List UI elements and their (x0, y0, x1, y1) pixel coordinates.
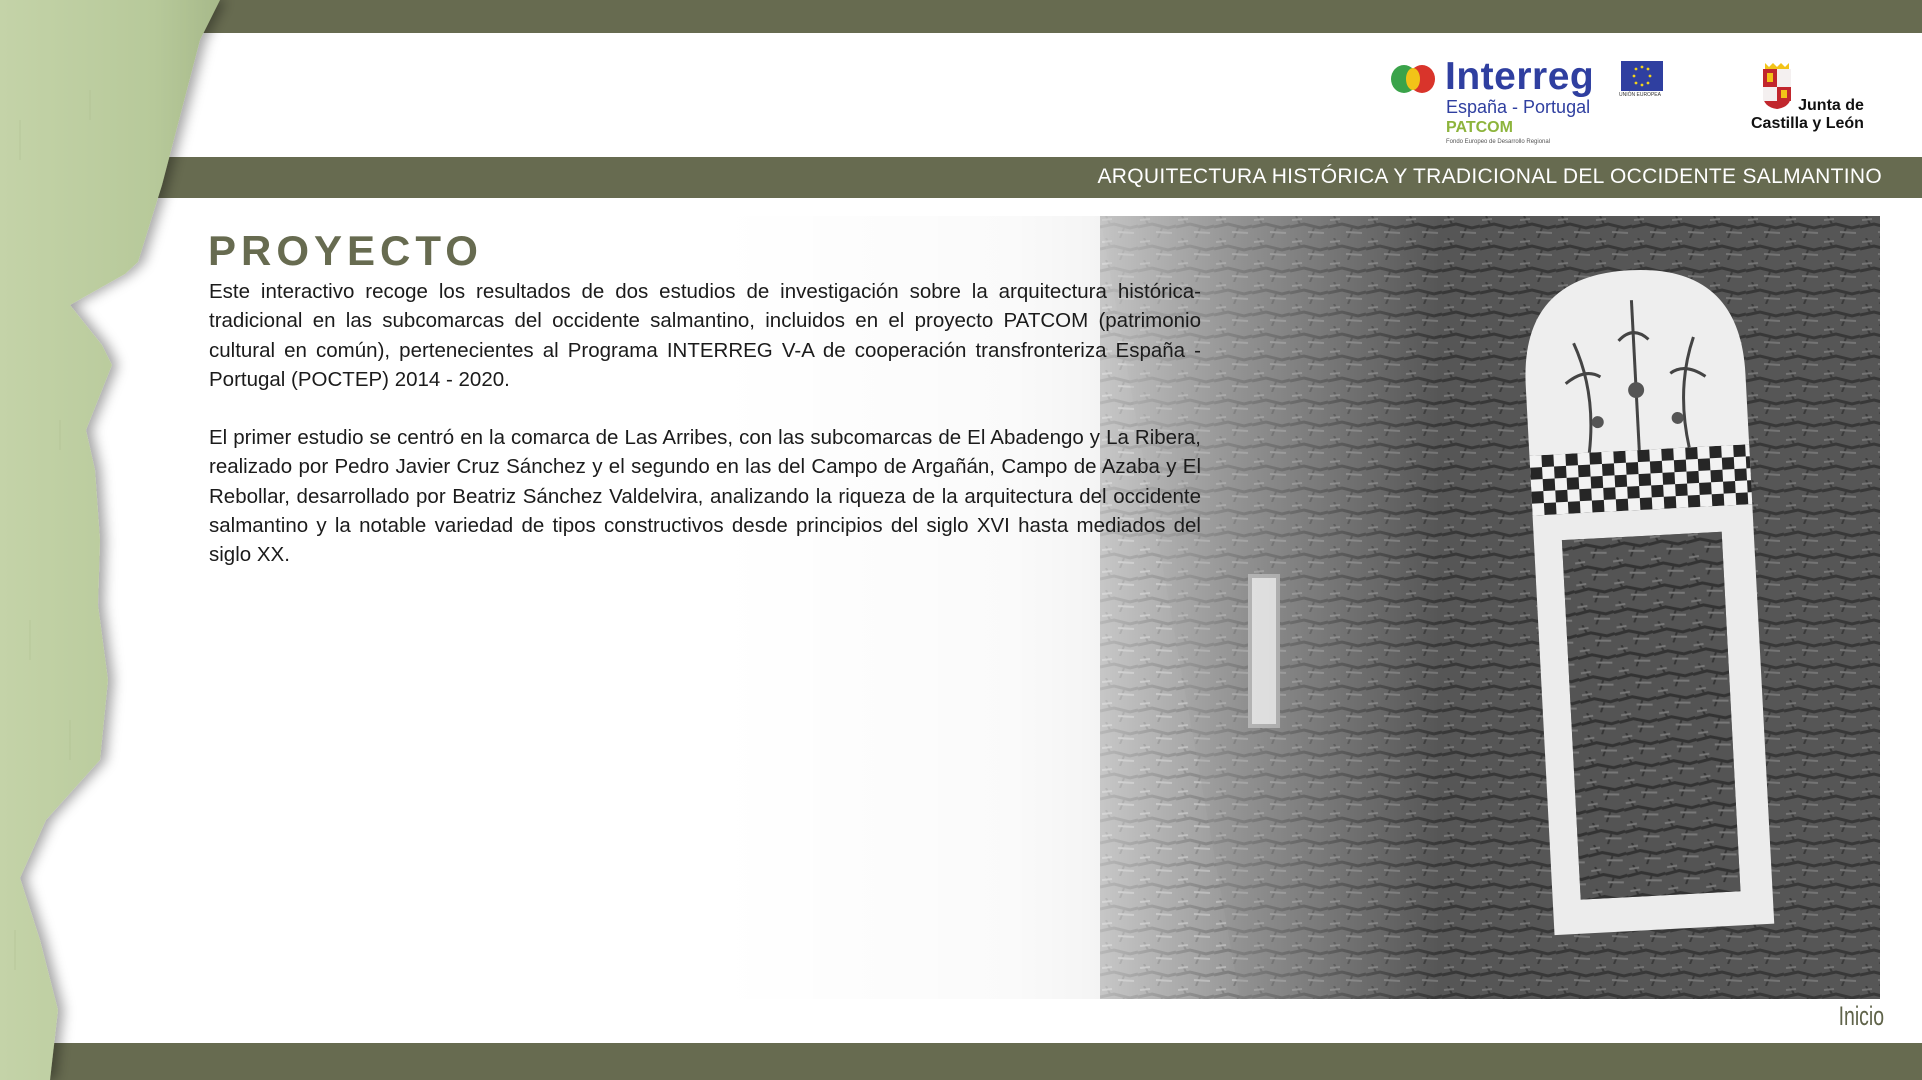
decorative-paper-strip (0, 0, 240, 1080)
interreg-mark-icon (1390, 62, 1436, 96)
jcyl-line-2: Castilla y León (1751, 115, 1864, 132)
jcyl-line-1: Junta de (1798, 97, 1864, 114)
eu-flag-icon (1621, 61, 1663, 91)
studies-paragraph: El primer estudio se centró en la comarca de Las Arribes, con las subcomarcas de El Abadengo y La Ribera, realizado por Pedro Javier Cruz Sánchez y el segundo en las del Campo de Argañán, Campo de Azaba y El Rebollar, desarrollado por Beatriz Sánchez Valdelvira, analizando la riqueza de la arquitectura del occidente salmantino y la notable variedad de tipos constructivos desde principios del siglo XVI hasta mediados del siglo XX. (209, 426, 1201, 567)
patcom-label: PATCOM (1446, 119, 1513, 136)
section-subtitle: ARQUITECTURA HISTÓRICA Y TRADICIONAL DEL OCCIDENTE SALMANTINO (1097, 165, 1882, 188)
eu-label: UNIÓN EUROPEA (1619, 92, 1661, 98)
bottom-bar (0, 1043, 1922, 1080)
home-link[interactable]: Inicio (1838, 1001, 1884, 1031)
subtitle-bar (150, 157, 1922, 198)
jcyl-logo-text (1751, 97, 1864, 133)
feder-label: Fondo Europeo de Desarrollo Regional (1446, 139, 1551, 145)
interreg-subtitle: España - Portugal (1446, 97, 1591, 117)
partner-logos (1385, 55, 1905, 155)
page-title: PROYECTO (208, 227, 483, 274)
intro-paragraph: Este interactivo recoge los resultados de dos estudios de investigación sobre la arquitectura histórica-tradicional en las subcomarcas del occidente salmantino, incluidos en el proyecto PATCOM (patrimonio cultural en común), pertenecientes al Programa INTERREG V-A de cooperación transfronteriza España - Portugal (POCTEP) 2014 - 2020. (209, 280, 1201, 391)
top-bar (0, 0, 1922, 33)
interreg-logo-text: Interreg (1445, 55, 1595, 98)
